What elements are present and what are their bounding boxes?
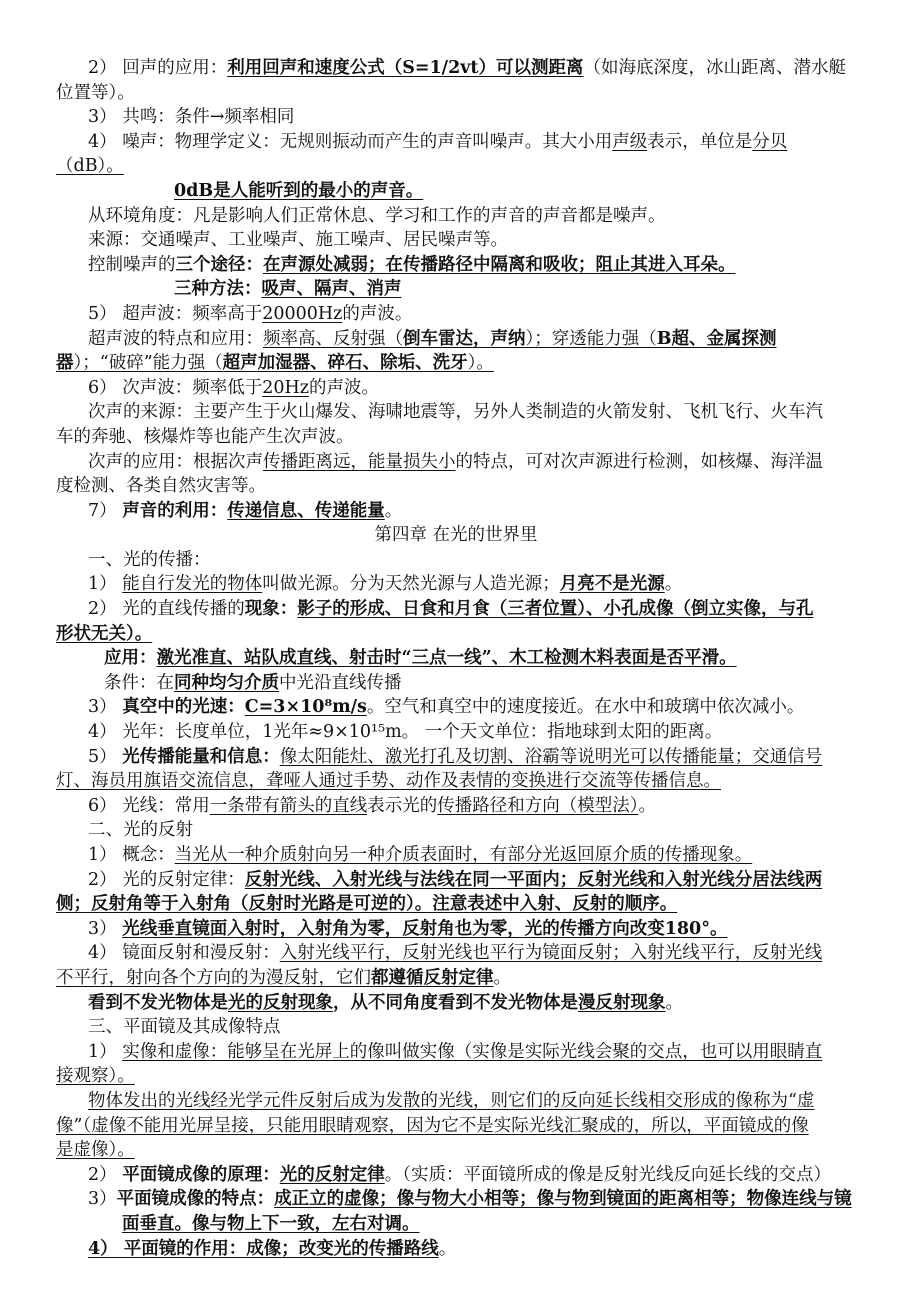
text-line: [88, 523, 864, 548]
text-segment: 三个途径：: [175, 254, 263, 275]
text-line: [88, 1015, 864, 1040]
text-segment: 条件：在: [104, 672, 174, 693]
text-segment: 车的奔驰、核爆炸等也能产生次声波。: [56, 426, 354, 447]
text-segment: 位置等）。: [56, 82, 135, 103]
text-line: [56, 81, 864, 106]
text-segment: 表示光的: [367, 795, 438, 816]
text-segment: 同种均匀介质: [174, 672, 279, 693]
text-segment: 不平行，射向各个方向的为漫反射，它们: [56, 967, 371, 988]
text-segment: 面垂直。像与物上下一致，左右对调。: [122, 1213, 420, 1234]
text-segment: 器: [56, 353, 74, 374]
text-segment: 能自行发光的物体: [122, 574, 263, 595]
text-segment: 2） 光的反射定律：: [88, 869, 245, 890]
text-segment: 20Hz: [262, 377, 309, 398]
text-line: [56, 425, 864, 450]
text-segment: （如海底深度，冰山距离、潜水艇: [583, 58, 846, 78]
text-segment: 接观察）。: [56, 1066, 135, 1087]
text-line: [88, 400, 864, 425]
text-segment: 像”（虚像不能用光屏呈接，只能用眼睛观察，因为它不是实际光线汇聚成的，所以，平面镜成的像: [56, 1115, 809, 1136]
text-segment: 分贝: [752, 131, 788, 152]
text-line: [88, 327, 864, 352]
text-segment: 5）: [88, 746, 123, 767]
text-segment: 超声波的特点和应用：: [88, 328, 263, 349]
text-line: [88, 302, 864, 327]
text-segment: 在声源处减弱；在传播路径中隔离和吸收；阻止其进入耳朵。: [263, 254, 736, 275]
text-segment: 二、光的反射: [88, 820, 193, 841]
text-segment: 一条带有箭头的直线: [209, 795, 368, 816]
text-segment: 1）: [88, 1041, 123, 1062]
text-segment: 第四章 在光的世界里: [374, 525, 538, 546]
text-segment: （dB）。: [56, 156, 124, 177]
text-line: [88, 228, 864, 253]
text-segment: 平面镜成像的特点：: [116, 1189, 275, 1210]
text-line: [88, 204, 864, 229]
text-line: [88, 868, 864, 893]
text-segment: 2） 光的直线传播的: [88, 599, 245, 620]
text-segment: 6） 光线：常用: [88, 795, 210, 816]
text-segment: 侧；反射角等于入射角（反射时光路是可逆的）。注意表述中入射、反射的顺序。: [56, 894, 678, 915]
text-line: [88, 572, 864, 597]
text-line: [88, 130, 864, 155]
text-segment: ）；穿透能力强（: [525, 328, 657, 349]
text-segment: 的特点，可对次声源进行检测，如核爆、海洋温: [455, 451, 823, 472]
text-line: [88, 597, 864, 622]
text-segment: 传播距离远，能量损失小: [263, 451, 456, 472]
text-line: [88, 646, 864, 671]
text-segment: 物体发出的光线经光学元件反射后成为发散的光线，则它们的反向延长线相交形成的像称为“虚: [88, 1090, 815, 1111]
text-segment: 灯、海员用旗语交流信息，聋哑人通过手势、动作及表情的变换进行交流等传播信息。: [56, 771, 721, 792]
text-segment: 叫做光源。分为天然光源与人造光源；: [262, 574, 560, 595]
text-segment: 1） 概念：: [88, 845, 175, 865]
text-line: [56, 622, 864, 647]
text-segment: 6） 次声波：频率低于: [88, 377, 263, 398]
text-segment: 声级: [612, 131, 648, 152]
text-segment: 真空中的光速：: [122, 697, 245, 718]
text-line: [88, 1212, 864, 1237]
text-line: [56, 892, 864, 917]
text-line: [88, 1089, 864, 1114]
text-segment: 2）: [88, 1164, 123, 1185]
text-segment: 现象：: [244, 599, 298, 620]
text-segment: 平面镜成像的原理：: [122, 1164, 280, 1185]
text-segment: 像太阳能灶、激光打孔及切割、浴霸等说明光可以传播能量；交通信号: [279, 746, 823, 767]
text-segment: 。空气和真空中的速度接近。在水中和玻璃中依次减小。: [366, 697, 805, 718]
text-segment: 1）: [88, 574, 123, 595]
text-segment: 。: [638, 795, 656, 816]
text-segment: 成像；改变光的传播路线: [246, 1238, 439, 1259]
text-segment: 4） 噪声：物理学定义：无规则振动而产生的声音叫噪声。其大小用: [88, 131, 613, 152]
text-segment: ）。: [467, 353, 494, 374]
text-segment: 20000Hz: [262, 303, 343, 324]
text-segment: 次声的应用：根据次声: [88, 451, 263, 472]
text-segment: 。: [493, 967, 511, 988]
text-segment: 反射光线、入射光线与法线在同一平面内；反射光线和入射光线分居法线两: [244, 869, 823, 890]
text-line: [88, 1163, 864, 1188]
text-line: [56, 474, 864, 499]
text-segment: 吸声、隔声、消声: [261, 279, 402, 300]
text-segment: 次声的来源：主要产生于火山爆发、海啸地震等，另外人类制造的火箭发射、飞机飞行、火车汽: [88, 402, 823, 423]
text-segment: 3） 共鸣：条件→频率相同: [88, 107, 295, 128]
text-segment: 。: [438, 1238, 457, 1259]
text-line: [88, 450, 864, 475]
text-segment: 光的反射现象: [228, 992, 333, 1013]
text-segment: 是虚像）。: [56, 1140, 135, 1161]
text-segment: 传播路径和方向（模型法）: [437, 795, 639, 816]
text-line: [88, 179, 864, 204]
text-segment: 。: [665, 992, 683, 1013]
text-line: [88, 277, 864, 302]
text-line: [88, 376, 864, 401]
text-line: [56, 966, 864, 991]
text-segment: 的声波。: [308, 377, 379, 398]
text-segment: 漫反射现象: [578, 992, 666, 1013]
text-line: [88, 671, 864, 696]
text-line: [88, 548, 864, 573]
text-segment: 表示，单位是: [647, 131, 753, 152]
text-line: [88, 56, 864, 81]
text-line: [56, 1114, 864, 1139]
text-segment: 5） 超声波：频率高于: [88, 303, 263, 324]
text-line: [88, 720, 864, 745]
text-segment: 3）: [88, 918, 123, 939]
text-segment: 度检测、各类自然灾害等。: [56, 476, 266, 497]
text-line: [56, 154, 864, 179]
text-segment: 声音的利用：: [122, 500, 228, 521]
text-segment: 光的反射定律: [279, 1164, 385, 1185]
text-segment: 4） 镜面反射和漫反射：: [88, 943, 280, 964]
text-segment: 一、光的传播：: [88, 549, 211, 570]
text-line: [88, 745, 864, 770]
text-segment: 形状无关）。: [56, 623, 153, 644]
text-segment: 3）: [88, 697, 123, 718]
text-line: [88, 991, 864, 1016]
text-segment: 当光从一种介质射向另一种介质表面时，有部分光返回原介质的传播现象。: [174, 845, 753, 865]
text-segment: 影子的形成、日食和月食（三者位置）、小孔成像（倒立实像，与孔: [297, 599, 814, 620]
text-segment: ，从不同角度看到不发光物体是: [333, 992, 578, 1013]
text-segment: 2） 回声的应用：: [88, 58, 228, 78]
text-segment: 7）: [88, 500, 123, 521]
text-segment: 中光沿直线传播: [279, 672, 402, 693]
text-segment: 三种方法：: [174, 279, 262, 300]
text-segment: 入射光线平行，反射光线也平行为镜面反射；入射光线平行，反射光线: [279, 943, 823, 964]
text-segment: C=3×10⁸m/s: [244, 697, 367, 718]
text-segment: 控制噪声的: [88, 254, 176, 275]
text-line: [88, 499, 864, 524]
text-segment: 频率高、反射强（: [263, 328, 403, 349]
text-line: [88, 794, 864, 819]
text-segment: 0dB是人能听到的最小的声音。: [174, 180, 424, 201]
text-line: [88, 1187, 864, 1212]
text-line: [56, 1064, 864, 1089]
text-segment: 来源：交通噪声、工业噪声、施工噪声、居民噪声等。: [88, 230, 508, 251]
text-segment: 三、平面镜及其成像特点: [88, 1017, 281, 1038]
text-segment: 从环境角度：凡是影响人们正常休息、学习和工作的声音的声音都是噪声。: [88, 205, 666, 226]
text-segment: 。: [384, 500, 403, 521]
text-segment: 月亮不是光源: [559, 574, 665, 595]
text-segment: 应用：: [104, 648, 157, 669]
text-segment: 利用回声和速度公式（S=1/2vt）可以测距离: [227, 58, 584, 78]
text-line: [88, 818, 864, 843]
text-segment: 激光准直、站队成直线、射击时“三点一线”、木工检测木料表面是否平滑。: [156, 648, 737, 669]
text-segment: ）；“破碎”能力强（: [73, 353, 223, 374]
text-segment: 倒车雷达，声纳: [403, 328, 526, 349]
text-segment: 传递信息、传递能量: [227, 500, 385, 521]
text-segment: 看到不发光物体是: [88, 992, 228, 1013]
text-line: [88, 695, 864, 720]
text-segment: 成正立的虚像；像与物大小相等；像与物到镜面的距离相等；物像连线与镜: [274, 1189, 852, 1210]
text-line: [56, 769, 864, 794]
text-segment: 光传播能量和信息：: [122, 746, 280, 767]
text-segment: 都遵循反射定律: [371, 967, 494, 988]
text-line: [88, 105, 864, 130]
text-line: [56, 1138, 864, 1163]
text-segment: 超声加湿器、碎石、除垢、洗牙: [222, 353, 468, 374]
text-segment: 。（实质：平面镜所成的像是反射光线反向延长线的交点）: [384, 1164, 831, 1185]
text-segment: 光线垂直镜面入射时，入射角为零，反射角也为零，光的传播方向改变180°。: [122, 918, 728, 939]
text-segment: 的声波。: [342, 303, 413, 324]
text-line: [88, 843, 864, 868]
text-segment: 4） 平面镜的作用：: [88, 1238, 247, 1259]
text-segment: B超、金属探测: [656, 328, 777, 349]
text-line: [88, 1237, 864, 1262]
text-line: [56, 351, 864, 376]
text-segment: 实像和虚像：能够呈在光屏上的像叫做实像（实像是实际光线会聚的交点，也可以用眼睛直: [122, 1041, 823, 1062]
text-segment: 4） 光年：长度单位，1光年≈9×10¹⁵m。 一个天文单位：指地球到太阳的距离。: [88, 722, 723, 743]
text-line: [88, 253, 864, 278]
text-segment: 3）: [88, 1189, 117, 1210]
text-line: [88, 1040, 864, 1065]
text-segment: 。: [664, 574, 683, 595]
text-line: [88, 917, 864, 942]
text-line: [88, 941, 864, 966]
